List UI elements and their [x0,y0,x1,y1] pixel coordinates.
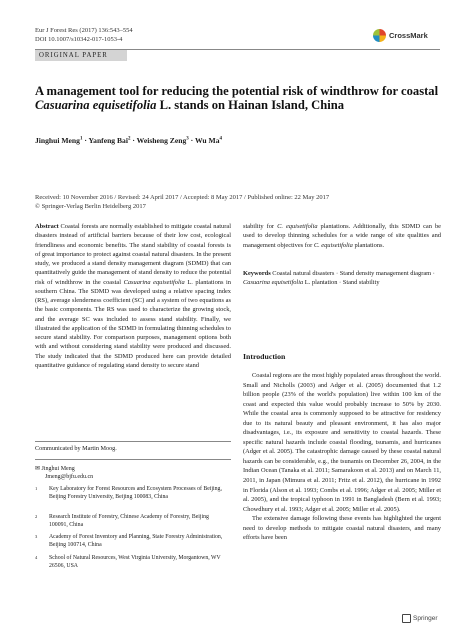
author-name[interactable]: Weisheng Zeng [136,136,187,145]
dates-line: Received: 10 November 2016 / Revised: 24 April 2017 / Accepted: 8 May 2017 / Published online: 22 May 2017 [35,194,330,201]
journal-citation [35,27,133,44]
affiliation-text: School of Natural Resources, West Virginia University, Morgantown, WV 26506, USA [49,555,221,569]
paper-title [35,84,440,112]
affiliation-rule [35,459,231,460]
author-name[interactable]: Yanfeng Bai [88,136,128,145]
communicated-by: Communicated by Martin Moog. [35,445,117,452]
crossmark-badge[interactable] [373,29,428,42]
abstract-text: plantations. [352,241,385,249]
author-affiliation-mark: 2 [127,136,131,142]
corresponding-name: Jinghui Meng [41,466,75,472]
journal-line: Eur J Forest Res (2017) 136:543–554 [35,27,133,34]
intro-paragraph: Coastal regions are the most highly populated areas throughout the world. Small and Nicholls (2003) and Adger et al. (2005) documented that 1.2 billion people (23% of the world's population) live within 100 km of the coast and expected this value would probably increase to 50% by 2030. While the coastal area is commonly supposed to be attractive for residency due to its natural beauty and pleasant environment, it has also major disadvantages, i.e., its exposure and sensitivity to coastal hazards. These specific natural hazards include coastal flooding, tsunamis, and hurricanes (Adger et al. 2005). The catastrophic damage caused by these coastal natural hazards can be considerable, e.g., the tsunamis on December 26, 2004, in the Indian Ocean (Tanaka et al. 2011; Samarakoon et al. 2013) and on March 11, 2011, in Japan (Mimura et al. 2011; Fritz et al. 2012), the hurricane in 1992 in Florida (Alson et al. 1993; Combs et al. 1996; Adger et al. 2005; Miller et al. 2005), and the tropical typhoon in 1991 in Bangladesh (Bern et al. 1993; Chowdhury et al. 1993; Adger et al. 2005; Miller et al. 2005). [243,372,442,513]
title-part-1: A management tool for reducing the potential risk of windthrow for coastal [35,84,439,98]
title-species: Casuarina equisetifolia [35,98,157,113]
affiliation-text: Research Institute of Forestry, Chinese Academy of Forestry, Beijing 100091, China [49,514,209,528]
author-list: Jinghui Meng$^1$ · Yanfeng Bai$^2$ · Weisheng Zeng$^3$ · Wu Ma$^4$ [35,136,222,145]
publisher-logo [402,614,438,623]
abstract-right-column [243,222,441,250]
abstract-label: Abstract [35,223,59,230]
intro-paragraph: The extensive damage following these events has highlighted the urgent need to develop methods to mitigate coastal natural disasters, and many efforts have been [243,515,441,542]
author-affiliation-mark: 1 [79,136,83,142]
keywords-species: Casuarina equisetifolia [243,279,304,287]
abstract-species: Casuarina equisetifolia [123,278,185,286]
abstract-text: plantations. Additionally, this SDMD can be used to develop thinning schedules for a wide range of site qualities and management objectives for [243,223,441,249]
keywords-block [243,269,441,288]
publication-history [35,193,329,211]
corresponding-email[interactable]: Jmeng@bjfu.edu.cn [45,474,94,480]
affiliation-text: Academy of Forest Inventory and Planning, State Forestry Administration, Beijing 100714, China [49,534,223,548]
footnote-rule [35,441,231,442]
affiliation-number: 1 [35,486,38,491]
affiliation-text: Key Laboratory for Forest Resources and Ecosystem Processes of Beijing, Beijing Forestry University, Beijing 100083, China [49,486,222,500]
affiliation-item [35,486,225,501]
introduction-heading: Introduction [243,352,286,361]
section-label: ORIGINAL PAPER [35,50,127,61]
abstract-species: C. equisetifolia [313,241,353,249]
title-part-2: L. stands on Hainan Island, China [156,98,345,113]
affiliation-number: 2 [35,514,38,519]
keywords-label: Keywords [243,270,271,277]
copyright-line: © Springer-Verlag Berlin Heidelberg 2017 [35,203,146,210]
affiliation-item [35,555,225,570]
abstract-text: stability for [243,223,278,230]
abstract-species: C. equisetifolia [277,223,318,230]
affiliation-item [35,514,225,529]
springer-icon [402,614,411,623]
keywords-text: Coastal natural disasters · Stand density management diagram · [270,270,435,277]
publisher-name: Springer [413,615,438,622]
crossmark-label: CrossMark [389,31,428,40]
author-name[interactable]: Wu Ma [194,136,220,145]
keywords-text: L. plantation · Stand stability [303,279,380,287]
envelope-icon: ✉ [35,466,41,472]
doi-line[interactable]: DOI 10.1007/s10342-017-1053-4 [35,35,123,43]
abstract-text: L. plantations in southern China. The SDMD was developed using a relative spacing index (RS), average slenderness coefficient (SC) and a system of two equations as the basic components. The RS was used to characterize the growing stock, and the average SC was included to assess stand stability. Finally, we illustrated the application of the SDMD in formulating thinning schedules to secure stand stability. For comparison purposes, management options both with and without considering stand stability were produced and discussed. The study indicated that the SDMD produced here can provide detailed quantitative guidance of regulating stand density to secure stand [35,278,231,369]
abstract-left-column [35,222,231,370]
abstract-text: Coastal forests are normally established to mitigate coastal natural disasters instead of artificial barriers because of their low cost, ecological friendliness and economic benefits. The stand stability of coastal forests is of great importance to protect against coastal natural disasters. In the present study, we produced a stand density management diagram (SDMD) that can quantitatively guide the management of stand density to reduce the potential risk of windthrow in the coastal [35,223,231,286]
author-affiliation-mark: 3 [186,136,189,142]
crossmark-icon [373,29,386,42]
introduction-body [243,371,441,543]
author-affiliation-mark: 4 [219,136,222,142]
corresponding-author [35,465,93,481]
affiliation-number: 3 [35,534,38,539]
author-name[interactable]: Jinghui Meng [35,136,80,145]
affiliation-number: 4 [35,555,38,560]
affiliation-item [35,534,225,549]
